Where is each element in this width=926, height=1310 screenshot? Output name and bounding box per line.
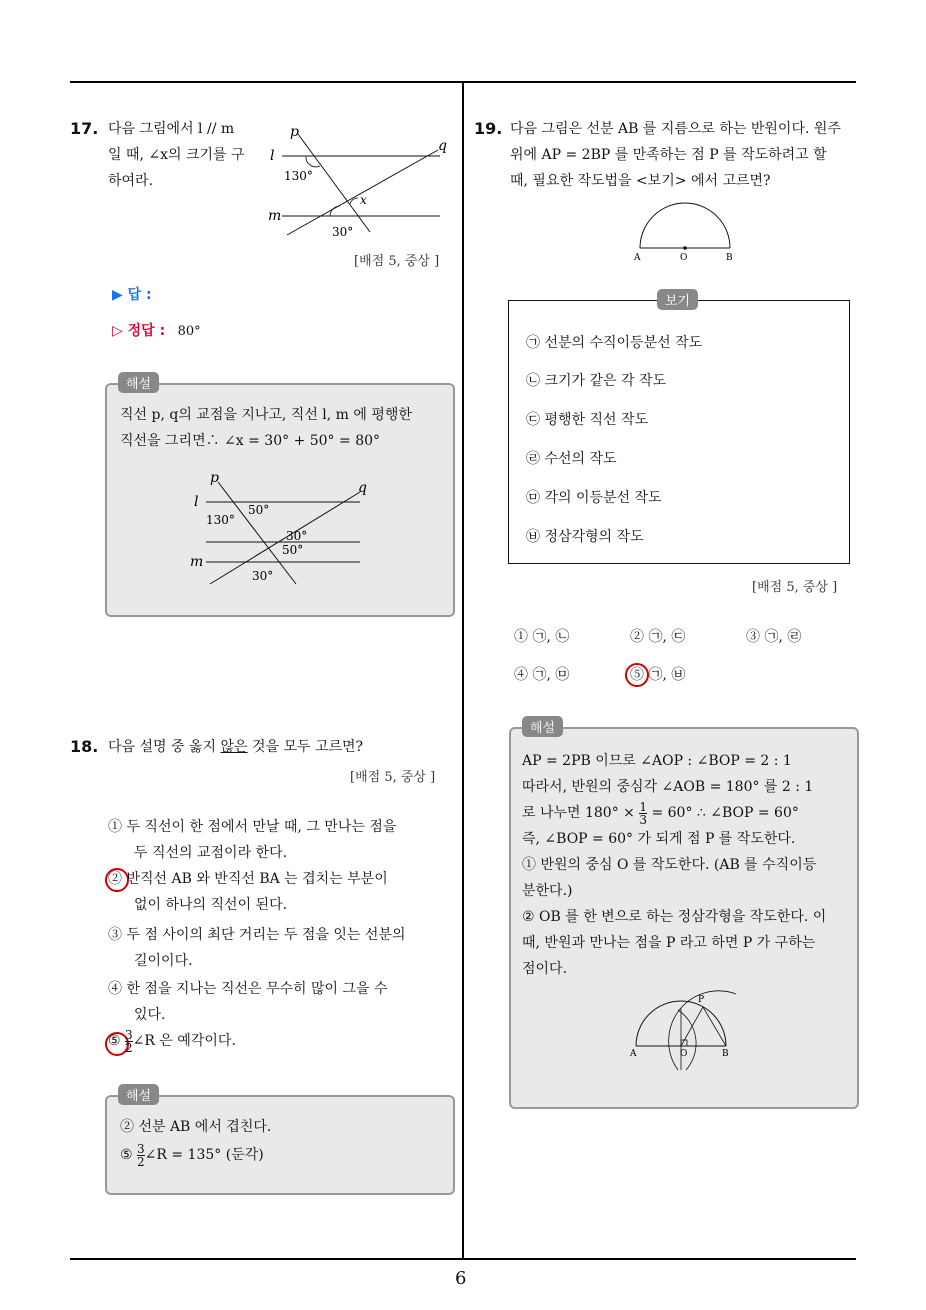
q17-answer-text: ▶ 답 : <box>112 287 152 303</box>
q17-stem-line2: 일 때, ∠x의 크기를 구 <box>108 147 245 163</box>
q17-correct-row <box>112 318 201 345</box>
q17-fig-angle-130: 130° <box>284 169 313 183</box>
q19-exp-construction-figure <box>626 990 746 1072</box>
q19-semicircle-figure <box>630 200 740 264</box>
q19-fig-label-B: B <box>726 253 733 263</box>
q19-choice-1: ① ㉠, ㉡ <box>514 629 570 645</box>
q18-option-5-fraction <box>125 1029 133 1054</box>
q18-stem-pre: 다음 설명 중 옳지 <box>108 739 221 755</box>
q19-fig-label-O: O <box>680 253 688 263</box>
q19-exp-line1: AP = 2PB 이므로 ∠AOP : ∠BOP = 2 : 1 <box>522 753 792 769</box>
q19-bogi-item-4: ㉣ 수선의 작도 <box>526 451 617 467</box>
q17-exp-fig-angle-50a: 50° <box>248 503 270 517</box>
q17-exp-fig-angle-50b: 50° <box>282 543 304 557</box>
q18-option-1-line1: ① 두 직선이 한 점에서 만날 때, 그 만나는 점을 <box>108 819 397 835</box>
column-divider <box>462 83 464 1259</box>
q18-number: 18. <box>70 737 99 756</box>
q17-correct-value: 80° <box>177 324 201 339</box>
q18-stem-post: 것을 모두 고르면? <box>247 739 364 755</box>
q17-exp-figure <box>188 466 378 588</box>
q19-stem-line2: 위에 AP = 2BP 를 만족하는 점 P 를 작도하려고 할 <box>510 147 827 163</box>
q17-answer-label <box>112 282 152 308</box>
q19-choice-5: ⑤ ㉠, ㉥ <box>630 667 686 683</box>
q17-exp-fig-angle-30a: 30° <box>286 529 308 543</box>
q17-exp-fig-label-l: l <box>194 494 199 510</box>
q17-number: 17. <box>70 119 99 138</box>
q17-stem-line3: 하여라. <box>108 173 154 189</box>
bottom-rule <box>70 1258 856 1260</box>
q17-exp-fig-angle-130: 130° <box>206 513 235 527</box>
q17-fig-angle-x: x <box>360 193 367 207</box>
q18-option-2-line1: ② 반직선 AB 와 반직선 BA 는 겹치는 부분이 <box>108 871 388 887</box>
q19-bogi-item-2: ㉡ 크기가 같은 각 작도 <box>526 373 666 389</box>
q17-correct-label: ▷ 정답 : <box>112 323 166 339</box>
q18-exp-mark: ⑤ <box>120 1147 133 1163</box>
q19-explanation-tag: 해설 <box>522 716 563 737</box>
q18-option-3-line2: 길이이다. <box>134 953 193 969</box>
q19-score: [배점 5, 중상 ] <box>752 580 838 595</box>
q17-score: [배점 5, 중상 ] <box>354 254 440 269</box>
q19-stem-line1: 다음 그림은 선분 AB 를 지름으로 하는 반원이다. 원주 <box>510 121 841 137</box>
q17-fig-label-p: p <box>290 124 299 140</box>
q19-choice-4: ④ ㉠, ㉤ <box>514 667 570 683</box>
q17-stem-line1: 다음 그림에서 l // m <box>108 121 235 137</box>
q19-choice-2: ② ㉠, ㉢ <box>630 629 686 645</box>
q19-exp-fig-label-B: B <box>722 1049 729 1059</box>
q19-exp-line6: 분한다.) <box>522 883 573 899</box>
q19-exp-den: 3 <box>639 812 647 827</box>
q18-option-5-num: 3 <box>125 1027 133 1042</box>
q18-option-3-line1: ③ 두 점 사이의 최단 거리는 두 점을 잇는 선분의 <box>108 927 406 943</box>
q17-exp-fig-label-m: m <box>190 554 204 570</box>
q19-bogi-item-5: ㉤ 각의 이등분선 작도 <box>526 490 662 506</box>
q18-exp-line1: ② 선분 AB 에서 겹친다. <box>120 1119 272 1135</box>
q19-stem-line3: 때, 필요한 작도법을 <보기> 에서 고르면? <box>510 173 771 189</box>
q17-fig-label-m: m <box>268 208 282 224</box>
q19-bogi-tag: 보기 <box>657 289 698 310</box>
q18-exp-fraction <box>137 1143 145 1168</box>
q17-exp-fig-label-p: p <box>210 470 219 486</box>
q18-option-4-line2: 있다. <box>134 1007 166 1023</box>
q19-exp-line2: 따라서, 반원의 중심각 ∠AOB = 180° 를 2 : 1 <box>522 779 814 795</box>
q18-option-2-line2: 없이 하나의 직선이 된다. <box>134 897 288 913</box>
q17-exp-line1: 직선 p, q의 교점을 지나고, 직선 l, m 에 평행한 <box>120 407 412 423</box>
q19-exp-line8: 때, 반원과 만나는 점을 P 라고 하면 P 가 구하는 <box>522 935 816 951</box>
q17-exp-fig-label-q: q <box>358 480 367 496</box>
q18-stem <box>108 734 363 760</box>
q18-option-1-line2: 두 직선의 교점이라 한다. <box>134 845 288 861</box>
q19-exp-line9: 점이다. <box>522 961 568 977</box>
q17-exp-fig-angle-30b: 30° <box>252 569 274 583</box>
q18-explanation-tag: 해설 <box>118 1084 159 1105</box>
q19-exp-fig-label-O: O <box>680 1049 688 1059</box>
q19-exp-line3 <box>522 800 799 826</box>
q19-exp-fig-label-A: A <box>630 1049 637 1059</box>
q19-choice-3: ③ ㉠, ㉣ <box>746 629 802 645</box>
q17-figure <box>262 118 452 248</box>
q19-bogi-item-6: ㉥ 정삼각형의 작도 <box>526 529 644 545</box>
q17-fig-label-l: l <box>270 148 275 164</box>
q18-option-5-den: 2 <box>125 1040 133 1055</box>
q18-option-4-line1: ④ 한 점을 지나는 직선은 무수히 많이 그을 수 <box>108 981 388 997</box>
q17-fig-label-q: q <box>438 138 447 154</box>
q19-exp-line3-pre: 로 나누면 180° × <box>522 805 640 821</box>
q17-explanation-tag: 해설 <box>118 372 159 393</box>
q18-exp-line2 <box>120 1142 264 1168</box>
q17-exp-line2: 직선을 그리면∴ ∠x = 30° + 50° = 80° <box>120 433 381 449</box>
q19-exp-fig-label-P: P <box>698 995 705 1005</box>
q19-exp-num: 1 <box>639 799 647 814</box>
q18-option-5-mark: ⑤ <box>108 1033 121 1049</box>
q18-option-5 <box>108 1028 236 1054</box>
q18-exp-text: ∠R = 135° (둔각) <box>144 1147 264 1163</box>
q18-exp-den: 2 <box>137 1154 145 1169</box>
q19-exp-fraction <box>639 801 647 826</box>
q18-option-5-text: ∠R 은 예각이다. <box>132 1033 236 1049</box>
q19-exp-line3-post: = 60° ∴ ∠BOP = 60° <box>647 805 799 821</box>
page-number: 6 <box>455 1268 467 1289</box>
q18-exp-num: 3 <box>137 1141 145 1156</box>
q19-number: 19. <box>474 119 503 138</box>
q18-stem-underline: 않은 <box>220 739 248 755</box>
q17-fig-angle-30: 30° <box>332 225 354 239</box>
q18-score: [배점 5, 중상 ] <box>350 770 436 785</box>
q19-exp-line4: 즉, ∠BOP = 60° 가 되게 점 P 를 작도한다. <box>522 831 796 847</box>
q19-exp-line7: ② OB 를 한 변으로 하는 정삼각형을 작도한다. 이 <box>522 909 827 925</box>
q19-fig-label-A: A <box>634 253 641 263</box>
q19-exp-line5: ① 반원의 중심 O 를 작도한다. (AB 를 수직이등 <box>522 857 817 873</box>
q19-bogi-item-1: ㉠ 선분의 수직이등분선 작도 <box>526 335 703 351</box>
q19-bogi-item-3: ㉢ 평행한 직선 작도 <box>526 412 649 428</box>
